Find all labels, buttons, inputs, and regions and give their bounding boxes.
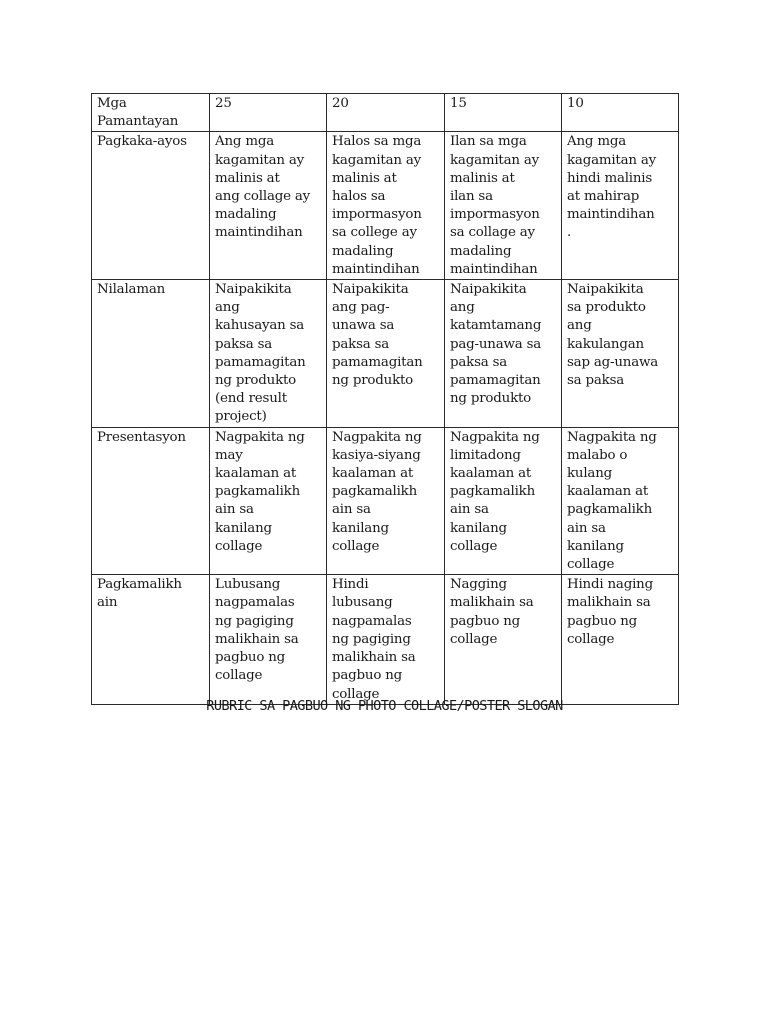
rubric-cell: Nagpakita ng kasiya-siyang kaalaman at pagkamalikh ain sa kanilang collage [327, 427, 445, 575]
rubric-cell: Ang mga kagamitan ay hindi malinis at mahirap maintindihan . [562, 132, 679, 280]
criterion-cell: Presentasyon [92, 427, 210, 575]
criterion-cell: Nilalaman [92, 280, 210, 428]
rubric-cell: Halos sa mga kagamitan ay malinis at halos sa impormasyon sa college ay madaling maintindihan [327, 132, 445, 280]
rubric-cell: Ang mga kagamitan ay malinis at ang collage ay madaling maintindihan [210, 132, 327, 280]
rubric-cell: Naipakikita ang katamtamang pag-unawa sa paksa sa pamamagitan ng produkto [445, 280, 562, 428]
rubric-cell: Nagpakita ng may kaalaman at pagkamalikh ain sa kanilang collage [210, 427, 327, 575]
table-row [92, 575, 679, 704]
rubric-cell: Hindi lubusang nagpamalas ng pagiging malikhain sa pagbuo ng collage [327, 575, 445, 704]
rubric-cell: Naipakikita ang pag- unawa sa paksa sa pamamagitan ng produkto [327, 280, 445, 428]
header-cell-score-20: 20 [327, 94, 445, 132]
criterion-cell: Pagkaka-ayos [92, 132, 210, 280]
rubric-cell: Hindi naging malikhain sa pagbuo ng collage [562, 575, 679, 704]
rubric-cell: Naipakikita ang kahusayan sa paksa sa pamamagitan ng produkto (end result project) [210, 280, 327, 428]
table-header-row [92, 94, 679, 132]
rubric-cell: Nagpakita ng limitadong kaalaman at pagkamalikh ain sa kanilang collage [445, 427, 562, 575]
rubric-cell: Naipakikita sa produkto ang kakulangan sap ag-unawa sa paksa [562, 280, 679, 428]
criterion-cell: Pagkamalikh ain [92, 575, 210, 704]
rubric-table [91, 93, 679, 705]
header-cell-score-15: 15 [445, 94, 562, 132]
table-row [92, 280, 679, 428]
rubric-cell: Nagpakita ng malabo o kulang kaalaman at pagkamalikh ain sa kanilang collage [562, 427, 679, 575]
rubric-cell: Nagging malikhain sa pagbuo ng collage [445, 575, 562, 704]
rubric-cell: Lubusang nagpamalas ng pagiging malikhain sa pagbuo ng collage [210, 575, 327, 704]
table-row [92, 132, 679, 280]
rubric-cell: Ilan sa mga kagamitan ay malinis at ilan sa impormasyon sa collage ay madaling maintindihan [445, 132, 562, 280]
header-cell-score-25: 25 [210, 94, 327, 132]
header-cell-score-10: 10 [562, 94, 679, 132]
table-row [92, 427, 679, 575]
table-caption: RUBRIC SA PAGBUO NG PHOTO COLLAGE/POSTER SLOGAN [206, 698, 563, 714]
header-cell-criteria: Mga Pamantayan [92, 94, 210, 132]
